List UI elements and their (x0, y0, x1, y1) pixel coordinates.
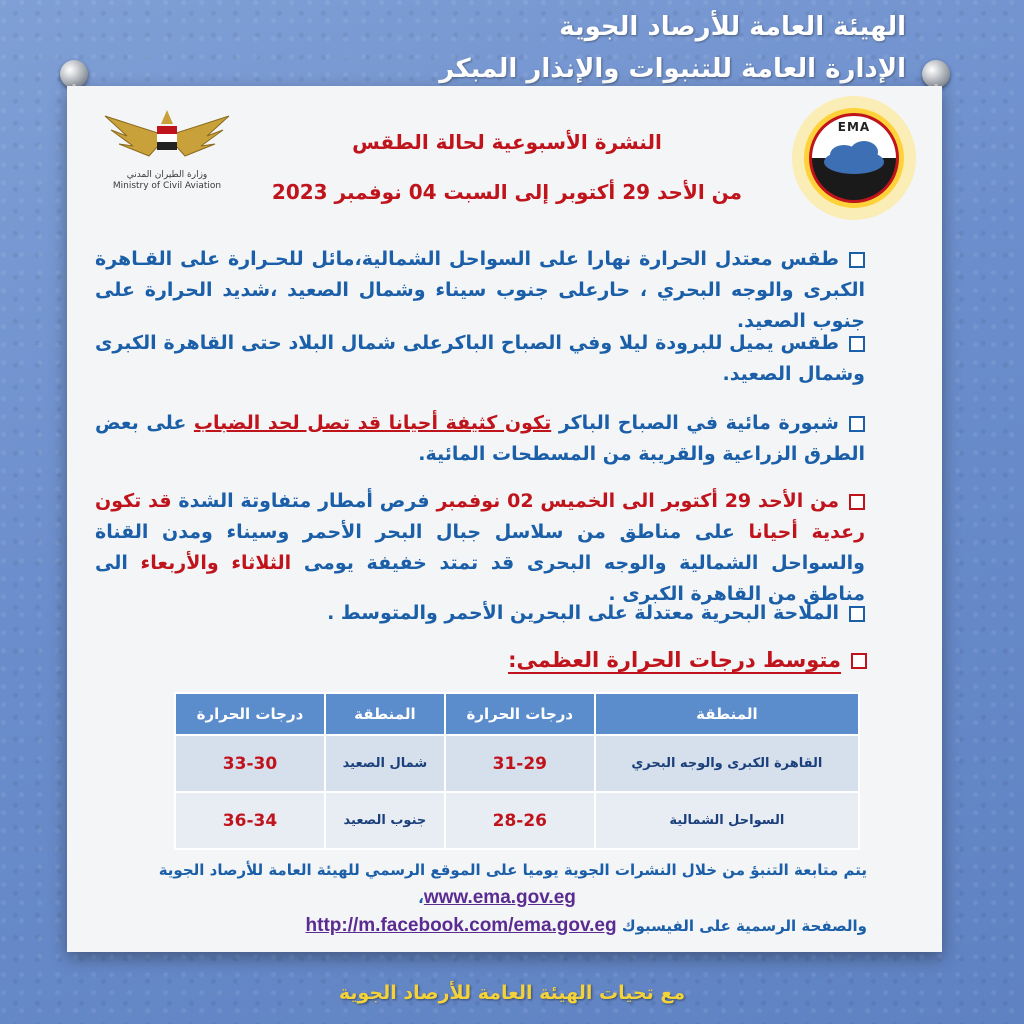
website-link[interactable]: www.ema.gov.eg (423, 887, 576, 908)
table-header-row (175, 693, 859, 735)
rain-days: الثلاثاء والأربعاء (140, 552, 292, 574)
footer-note (127, 856, 867, 940)
forecast-item (95, 328, 865, 390)
sun-cloud-icon (788, 92, 920, 224)
forecast-item-text: الملاحة البحرية معتدلة على البحرين الأحمر والمتوسط . (327, 602, 839, 624)
temperature-heading (267, 648, 867, 672)
fog-warning-highlight: تكون كثيفة أحيانا قد تصل لحد الضباب (193, 412, 552, 434)
ema-label: EMA (837, 120, 871, 134)
column-header: درجات الحرارة (445, 693, 595, 735)
forecast-item-text: على مناطق من سلاسل جبال البحر الأحمر وسيناء ومدن القناة والسواحل الشمالية والوجه البحرى قد تمتد خفيفة يومى (95, 521, 865, 574)
column-header: درجات الحرارة (175, 693, 325, 735)
region-cell: شمال الصعيد (325, 735, 445, 792)
table-row (175, 735, 859, 792)
table-row (175, 792, 859, 849)
temperature-heading-text: متوسط درجات الحرارة العظمى: (508, 648, 841, 672)
region-cell: القاهرة الكبرى والوجه البحري (595, 735, 859, 792)
rain-period: من الأحد 29 أكتوبر الى الخميس 02 نوفمبر (436, 490, 840, 512)
organization-header (386, 6, 906, 90)
department-name: الإدارة العامة للتنبوات والإنذار المبكر (439, 54, 906, 84)
checkbox-icon (849, 416, 865, 432)
column-header: المنطقة (325, 693, 445, 735)
temperature-table (174, 692, 860, 850)
forecast-item-text: على بعض الطرق الزراعية والقريبة من المسطحات المائية. (95, 412, 865, 465)
region-cell: السواحل الشمالية (595, 792, 859, 849)
bulletin-card (67, 86, 942, 952)
checkbox-icon (851, 653, 867, 669)
checkbox-icon (849, 606, 865, 622)
ema-logo (788, 92, 920, 224)
column-header: المنطقة (595, 693, 859, 735)
bulletin-period: من الأحد 29 أكتوبر إلى السبت 04 نوفمبر 2023 (271, 180, 743, 204)
forecast-item (95, 598, 865, 629)
forecast-item-text: طقس يميل للبرودة ليلا وفي الصباح الباكرعلى شمال البلاد حتى القاهرة الكبرى وشمال الصعيد. (95, 332, 865, 385)
ministry-logo (97, 106, 237, 196)
forecast-item-text: فرص أمطار متفاوتة الشدة (171, 490, 437, 512)
temperature-cell: 33-30 (175, 735, 325, 792)
checkbox-icon (849, 252, 865, 268)
region-cell: جنوب الصعيد (325, 792, 445, 849)
temperature-cell: 28-26 (445, 792, 595, 849)
forecast-item (95, 408, 865, 470)
footer-note-text: يتم متابعة التنبؤ من خلال النشرات الجوية يوميا على الموقع الرسمي للهيئة العامة للأرصاد الجوية (158, 861, 867, 879)
temperature-cell: 36-34 (175, 792, 325, 849)
thunder-warning: قد تكون رعدية أحيانا (95, 490, 866, 543)
bulletin-title: النشرة الأسبوعية لحالة الطقس (352, 130, 662, 154)
ministry-name-ar: وزارة الطيران المدني (126, 170, 208, 180)
website-suffix: ، (418, 889, 424, 907)
eagle-wings-icon (97, 106, 237, 170)
forecast-item-text: الى مناطق من القاهرة الكبرى . (95, 552, 865, 605)
rain-forecast-item (95, 486, 865, 610)
forecast-item-text: طقس معتدل الحرارة نهارا على السواحل الشمالية،مائل للحـرارة على القـاهرة الكبرى والوجه البحري ، حارعلى جنوب سيناء وشمال الصعيد ،شديد الحرارة على جنوب الصعيد. (95, 248, 865, 332)
facebook-link[interactable]: http://m.facebook.com/ema.gov.eg (305, 915, 617, 936)
forecast-item (95, 244, 865, 337)
organization-name: الهيئة العامة للأرصاد الجوية (559, 12, 906, 42)
temperature-cell: 31-29 (445, 735, 595, 792)
facebook-label: والصفحة الرسمية على الفيسبوك (616, 917, 867, 935)
checkbox-icon (849, 336, 865, 352)
ministry-name-en: Ministry of Civil Aviation (112, 181, 222, 191)
checkbox-icon (849, 494, 865, 510)
forecast-item-text: شبورة مائية في الصباح الباكر (551, 412, 839, 434)
signoff: مع تحيات الهيئة العامة للأرصاد الجوية (338, 982, 686, 1004)
